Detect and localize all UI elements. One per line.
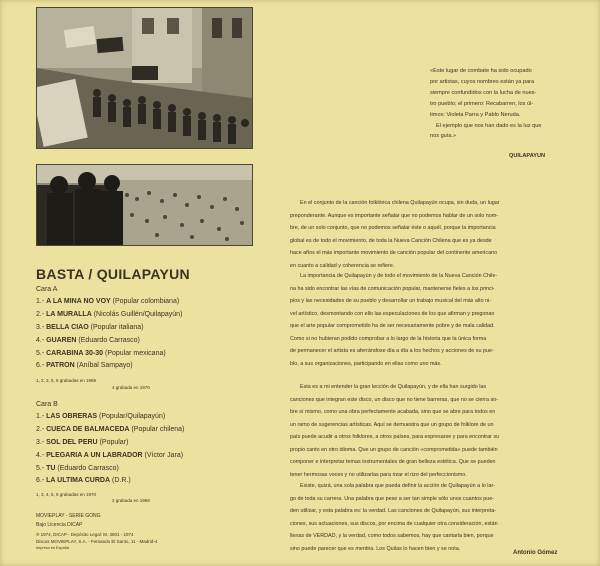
essay-line: hace años el más importante movimiento de canción popular del continente americano: [290, 250, 498, 256]
quote-line: nos guía.»: [430, 133, 457, 140]
essay-line: preponderante. Aunque es importante señalar que no podemos hablar de un solo nom-: [290, 212, 498, 219]
essay-paragraph: [290, 270, 572, 370]
track-list-item: [36, 465, 119, 472]
track-title: A LA MINA NO VOY: [46, 298, 111, 305]
track-title: SOL DEL PERU: [46, 439, 98, 446]
essay-line: global es de todo el movimiento, de toda la Nueva Canción Chilena que es ya desde: [290, 237, 492, 244]
track-number: 3.-: [36, 324, 45, 331]
crowd-photo: [36, 164, 253, 246]
track-credit: (Popular/Quilapayún): [99, 413, 166, 420]
copyright-line: ℗ 1974, DICAP - Depósito Legal: M. 3601 - 1974: [36, 532, 134, 537]
essay-line: un ramo de sugerencias artísticas. Aquí se demuestra que un grupo de folklore de un: [290, 421, 494, 428]
essay-line: componer e interpretar temas instrumentales de gran belleza estética. Que se pueden: [290, 459, 496, 465]
track-number: 1.-: [36, 298, 45, 305]
essay-line: en cuanto a calidad y coherencia se refiere.: [290, 262, 395, 269]
distribution-line: Discos MOVIEPLAY, S.A. - Fernando El Santo, 11 - Madrid-4: [36, 539, 158, 544]
track-list-item: [36, 298, 179, 305]
essay-line: bre, de un solo conjunto, que no podemos señalar éste o aquél, porque la importancia: [290, 225, 496, 231]
essay-line: llenas de VERDAD, y la verdad, como todos sabemos, hay que cantarla bien, porque: [290, 533, 494, 539]
essay-line: Existe, quizá, una sola palabra que pueda definir la acción de Quilapayún a lo lar-: [300, 483, 496, 489]
quote-block: [430, 66, 590, 142]
quote-line: timos: Violeta Parra y Pablo Neruda.: [430, 111, 521, 118]
track-credit: (Popular mexicana): [105, 350, 166, 357]
essay-line: sino puede parecer que es mentira. Los Quilas lo hacen bien y se nota.: [290, 545, 461, 552]
march-photo: [36, 7, 253, 149]
track-title: TU: [46, 465, 56, 472]
essay-author: Antonio Gómez: [513, 550, 558, 556]
track-list-item: [36, 426, 184, 433]
quote-line: siempre confundidos con la lucha de nues-: [430, 89, 537, 96]
track-credit: (Eduardo Carrasco): [57, 465, 119, 472]
quote-line: «Este lugar de combate ha sido ocupado: [430, 68, 532, 74]
essay-line: que el arte popular comprometido ha de ser necesariamente pobre y de mala calidad.: [290, 323, 495, 329]
quote-line: tro pueblo; el primero: Recabarren, los úl-: [430, 100, 534, 107]
track-list-item: [36, 324, 144, 331]
essay-line: canciones que integran este disco, un disco que no tiene barreras, que no se cierra so-: [290, 396, 498, 403]
track-title: LAS OBRERAS: [46, 413, 98, 420]
essay-line: En el conjunto de la canción folklórica chilena Quilapayún ocupa, sin duda, un lugar: [300, 200, 500, 206]
printer-line: Impreso en España: [36, 546, 69, 550]
track-credit: (Víctor Jara): [144, 452, 184, 459]
essay-paragraph: [290, 480, 572, 555]
quote-line: por artistas, cuyos nombres están ya para: [430, 78, 535, 85]
track-title: LA MURALLA: [46, 311, 92, 318]
track-credit: (D.R.): [111, 477, 131, 484]
track-number: 6.-: [36, 362, 45, 369]
track-title: PLEGARIA A UN LABRADOR: [46, 452, 143, 459]
side-a-label: Cara A: [36, 286, 58, 293]
essay-line: ciones, sus actuaciones, sus discos, por encima de cualquier otra consideración, están: [290, 520, 498, 527]
track-number: 1.-: [36, 413, 45, 420]
march-photo-image: [37, 8, 252, 148]
quote-line: El ejemplo que nos han dado es la luz que: [436, 122, 542, 129]
track-list-item: [36, 337, 140, 344]
essay-line: propio canto en otro idioma. Que un grupo de canción «comprometida» puede también: [290, 446, 498, 453]
track-number: 4.-: [36, 452, 45, 459]
label-license: Bajo Licencia DICAP: [36, 522, 83, 528]
recording-note: 2 grabada en 1969: [112, 498, 150, 503]
track-number: 2.-: [36, 311, 45, 318]
track-number: 5.-: [36, 350, 45, 357]
essay-line: La importancia de Quilapayún y de todo el movimiento de la Nueva Canción Chile-: [300, 273, 498, 279]
essay-line: den utilizar, y esta palabra es: la verdad. Las canciones de Quilapayún, sus interpreta-: [290, 508, 497, 514]
track-title: CARABINA 30-30: [46, 350, 104, 357]
track-list-item: [36, 439, 128, 446]
track-list-item: [36, 452, 183, 459]
side-b-label: Cara B: [36, 401, 58, 408]
track-number: 6.-: [36, 477, 45, 484]
track-title: BELLA CIAO: [46, 324, 89, 331]
recording-note: 1, 2, 3, 5, 6 grabadas en 1969: [36, 378, 97, 383]
essay-line: blo, a sus organizaciones, participando en ellas como uno más.: [290, 360, 442, 367]
track-credit: (Aníbal Sampayo): [76, 362, 133, 369]
track-title: CUECA DE BALMACEDA: [46, 426, 130, 433]
track-list-item: [36, 311, 182, 318]
track-title: LA ULTIMA CURDA: [46, 477, 111, 484]
essay-line: país puede acudir a otros folklores, a otros países, para expresarse y para encontrar su: [290, 434, 500, 440]
track-credit: (Popular colombiana): [112, 298, 180, 305]
track-number: 5.-: [36, 465, 45, 472]
essay-line: bre sí mismo, como una obra perfectamente acabada, sino que se abre para todos en: [290, 409, 496, 415]
essay-line: na ha sido encontrar las vías de comunicación popular, mantenerse fieles a los princi-: [290, 285, 495, 292]
track-title: GUAREN: [46, 337, 77, 344]
essay-line: go de toda su carrera. Una palabra que pese a ser tan simple sólo unos cuantos pue-: [290, 495, 495, 502]
track-credit: (Nicolás Guillén/Quilapayún): [93, 311, 183, 318]
essay-paragraph: [290, 381, 572, 481]
label-series: MOVIEPLAY - SERIE GONG: [36, 513, 101, 519]
essay-line: vel artístico, desmontando con ello las especulaciones de los que afirman y pregonan: [290, 310, 495, 317]
recording-note: 1, 3, 4, 5, 6 grabadas en 1970: [36, 492, 97, 497]
track-list-item: [36, 413, 165, 420]
track-number: 4.-: [36, 337, 45, 344]
track-list-item: [36, 362, 133, 369]
album-title: BASTA / QUILAPAYUN: [36, 266, 190, 282]
track-credit: (Popular chilena): [131, 426, 185, 433]
track-list-item: [36, 350, 166, 357]
track-title: PATRON: [46, 362, 75, 369]
track-number: 3.-: [36, 439, 45, 446]
quote-author: QUILAPAYUN: [509, 153, 546, 159]
recording-note: 4 grabada en 1970: [112, 385, 150, 390]
crowd-photo-image: [37, 165, 252, 245]
essay-line: Como si no hubieran podido comprobar a lo largo de la historia que la única forma: [290, 335, 487, 342]
track-list-item: [36, 477, 131, 484]
essay-line: Esta es a mi entender la gran lección de Quilapayún, y de ella han surgido las: [300, 384, 487, 390]
track-credit: (Popular italiana): [90, 324, 144, 331]
essay-line: pios y las necesidades de su pueblo y desarrollar un trabajo musical del más alto ni-: [290, 298, 492, 304]
track-credit: (Popular): [99, 439, 129, 446]
track-credit: (Eduardo Carrasco): [78, 337, 140, 344]
essay-line: tener hermosas voces y no utilizarlas para rizar el rizo del perfeccionismo.: [290, 471, 467, 478]
track-number: 2.-: [36, 426, 45, 433]
essay-paragraph: [290, 197, 572, 272]
essay-line: de permanecer el artista es aferrándose día a día a los hechos y acciones de su pue-: [290, 348, 494, 354]
